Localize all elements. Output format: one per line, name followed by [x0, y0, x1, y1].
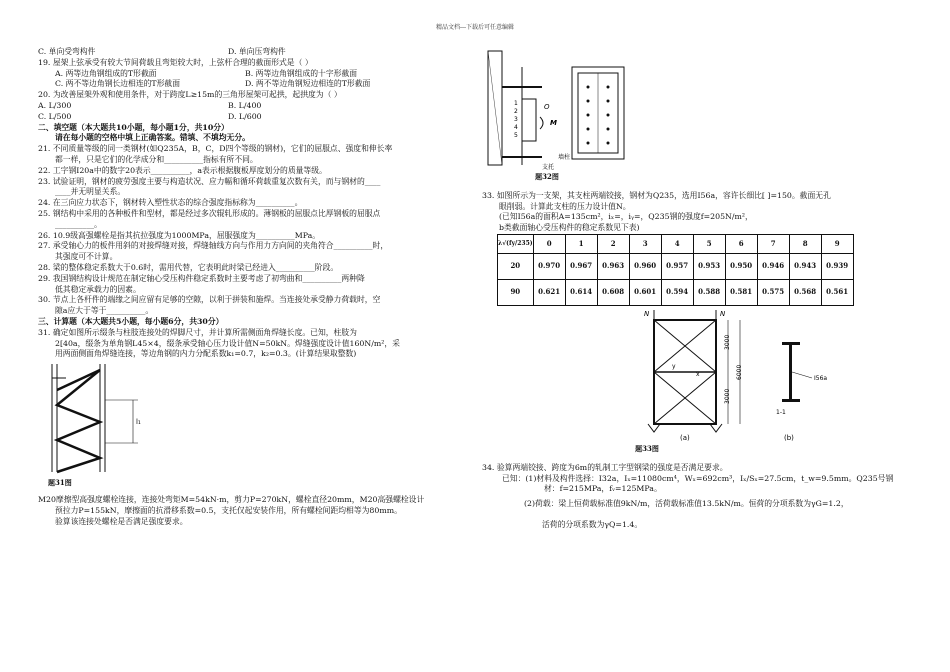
fill-line: 21. 不同质量等级的同一类钢材(如Q235A，B，C，D四个等级的钢材)，它们的屈服点、强度和伸长率 — [38, 144, 393, 154]
figure-32-caption: 题32图 — [535, 172, 559, 181]
table-cell: 0.953 — [693, 253, 725, 279]
wall-column-label: 墙柱 — [558, 154, 571, 161]
table-cell: 0.568 — [789, 279, 821, 305]
question-31-line: 31. 确定如图所示缀条与柱肢连接处的焊脚尺寸，并计算所需侧面角焊缝长度。已知，柱肢为 — [38, 327, 357, 337]
table-header-cell: 7 — [757, 234, 789, 253]
figure-33-caption: 题33图 — [635, 443, 659, 453]
table-header-cell: 6 — [725, 234, 757, 253]
question-32-line: M20摩擦型高强度螺栓连接，连接处弯矩M=54kN·m，剪力P=270kN，螺栓直径20mm，M20高强螺栓设计 — [38, 494, 425, 504]
table-cell: 0.581 — [725, 279, 757, 305]
question-34-line: (2)荷载：梁上恒荷载标准值9kN/m，活荷载标准值13.5kN/m。恒荷的分项系数为γG=1.2， — [524, 499, 849, 509]
dim-3000-top: 3000 — [724, 334, 731, 350]
section-2-instructions: 请在每小题的空格中填上正确答案。错填、不填均无分。 — [55, 133, 250, 143]
table-cell: 0.960 — [629, 253, 661, 279]
braced-frame-diagram — [482, 306, 922, 444]
fill-line: 低其稳定承载力的因素。 — [55, 284, 141, 294]
q20-option-b: B. L/400 — [228, 100, 262, 110]
fill-line: ____并无明显关系。 — [55, 187, 126, 197]
lacing-bar-diagram — [38, 360, 178, 478]
section-3-title: 三、计算题（本大题共5小题，每小题6分，共30分） — [38, 316, 224, 326]
question-32-line: 预拉力P=155kN，摩擦面的抗滑移系数=0.5，支托仅起安装作用，所有螺栓间距均相等为80mm。 — [55, 505, 402, 515]
q20-options-row1 — [38, 101, 468, 112]
q20-option-c: C. L/500 — [38, 111, 72, 121]
bolt-row-1: 1 — [514, 100, 518, 107]
section-cut-label: 1-1 — [776, 408, 786, 416]
figure-32 — [482, 47, 922, 172]
load-n-right: N — [720, 309, 726, 318]
question-33-line: b类截面轴心受压构件的稳定系数见下表) — [499, 223, 640, 233]
q19-option-c: C. 两不等边角钢长边相连的T形截面 — [55, 79, 180, 89]
table-cell: 90 — [498, 279, 534, 305]
fill-line: 隙a应大于等于__________。 — [55, 306, 154, 316]
axis-x-label: x — [696, 370, 700, 378]
pivot-label: O — [544, 103, 550, 111]
table-header-cell: 1 — [565, 234, 597, 253]
stability-coefficient-table — [497, 234, 854, 306]
question-32-line: 验算该连接处螺栓是否满足强度要求。 — [55, 516, 188, 526]
table-header-cell: 9 — [821, 234, 853, 253]
q18-option-c: C. 单向受弯构件 — [38, 47, 96, 56]
question-34-line: 活荷的分项系数为γQ=1.4。 — [542, 519, 643, 529]
load-n-left: N — [644, 309, 650, 318]
right-column — [482, 47, 922, 531]
figure-31 — [38, 360, 468, 478]
table-cell: 0.967 — [565, 253, 597, 279]
moment-label: M — [550, 119, 557, 127]
question-31-line: 用两面侧面角焊缝连接，等边角钢的内力分配系数k₁=0.7，k₂=0.3。(计算结果取整数) — [55, 349, 357, 359]
table-row — [498, 279, 854, 305]
table-cell: 0.963 — [597, 253, 629, 279]
table-header-cell: 5 — [693, 234, 725, 253]
q19-option-b: B. 两等边角钢组成的十字形截面 — [245, 68, 358, 78]
dim-3000-bottom: 3000 — [724, 388, 731, 404]
question-34-line: 34. 验算两端铰接、跨度为6m的轧制工字型钢梁的强度是否满足要求。 — [482, 462, 728, 472]
question-33-line: 眼削弱。计算此支柱的压力设计值N。 — [499, 201, 631, 211]
table-cell: 0.561 — [821, 279, 853, 305]
fill-line: 24. 在三向应力状态下，钢材转入塑性状态的综合强度指标称为__________。 — [38, 198, 303, 208]
question-33-line: (已知I56a的面积A=135cm²，iₓ=，iᵧ=，Q235钢的强度f=205N/m²， — [499, 212, 753, 222]
figure-33 — [482, 306, 922, 444]
table-header-cell: 8 — [789, 234, 821, 253]
q19-option-a: A. 两等边角钢组成的T形截面 — [55, 68, 157, 78]
axis-y-label: y — [672, 362, 676, 370]
bolt-row-4: 4 — [514, 124, 518, 131]
table-row — [498, 253, 854, 279]
fill-line: 都一样，只是它们的化学成分和__________指标有所不同。 — [55, 154, 258, 164]
question-19: 19. 屋架上弦承受有较大节间荷载且弯矩较大时，上弦杆合理的截面形式是（ ） — [38, 57, 313, 67]
table-cell: 20 — [498, 253, 534, 279]
q18-options — [38, 47, 468, 58]
q20-option-d: D. L/600 — [228, 111, 262, 121]
fill-line: 27. 承受轴心力的板件用斜的对接焊缝对接，焊缝轴线方向与作用力方向间的夹角符合__________时， — [38, 241, 389, 251]
bracket-label: 支托 — [542, 164, 555, 171]
table-cell: 0.946 — [757, 253, 789, 279]
q19-options-row2 — [38, 79, 468, 90]
table-header-row — [498, 234, 854, 253]
question-34-line: 已知：(1)材料及构件选择：I32a，Iₓ=11080cm⁴，Wₓ=692cm³，Iₓ/Sₓ=27.5cm，t_w=9.5mm。Q235号钢 — [502, 473, 894, 483]
subfigure-a-label: (a) — [680, 433, 690, 442]
subfigure-b-label: (b) — [784, 433, 794, 442]
fill-line: 29. 我国钢结构设计规范在制定轴心受压构件稳定系数时主要考虑了初弯曲和__________两种降 — [38, 273, 365, 283]
table-cell: 0.943 — [789, 253, 821, 279]
fill-line: 26. 10.9级高强螺栓是指其抗拉强度为1000MPa，屈服强度为__________MPa。 — [38, 230, 321, 240]
table-cell: 0.588 — [693, 279, 725, 305]
table-cell: 0.575 — [757, 279, 789, 305]
question-31-line: 2[40a，缀条为单角钢L45×4，缀条承受轴心压力设计值N=50kN。焊缝强度设计值160N/m²，采 — [55, 338, 400, 348]
table-cell: 0.608 — [597, 279, 629, 305]
section-label: I56a — [814, 374, 828, 382]
bolt-row-5: 5 — [514, 132, 518, 139]
fill-line: 23. 试验证明，钢材的疲劳强度主要与构造状况、应力幅和循环荷载重复次数有关，而与钢材的____ — [38, 176, 381, 186]
figure-31-caption: 题31图 — [48, 478, 72, 488]
q20-option-a: A. L/300 — [38, 100, 72, 110]
fill-line: 28. 梁的整体稳定系数大于0.6时，需用代替，它表明此时梁已经进入__________阶段。 — [38, 262, 339, 272]
table-cell: 0.594 — [661, 279, 693, 305]
bolt-row-3: 3 — [514, 116, 518, 123]
dim-6000: 6000 — [736, 364, 743, 380]
table-header-cell: 0 — [533, 234, 565, 253]
fill-line: 其强度可不计算。 — [55, 252, 118, 262]
table-header-cell: 4 — [661, 234, 693, 253]
table-cell: 0.601 — [629, 279, 661, 305]
table-cell: 0.939 — [821, 253, 853, 279]
table-cell: 0.957 — [661, 253, 693, 279]
table-corner-cell: λ√(fy/235) — [498, 234, 534, 253]
q18-option-d: D. 单向压弯构件 — [228, 47, 286, 56]
table-cell: 0.614 — [565, 279, 597, 305]
page-header: 精品文档---下载后可任意编辑 — [435, 24, 515, 31]
question-33-line: 33. 如图所示为一支架，其支柱两端铰接，钢材为Q235，选用I56a，容许长细比[ ]=150。截面无孔 — [482, 190, 831, 200]
fill-line: __________。 — [55, 219, 102, 229]
fill-line: 25. 钢结构中采用的各种板件和型材，都是经过多次辊轧形成的。薄钢板的屈服点比厚钢板的屈服点 — [38, 208, 381, 218]
table-cell: 0.950 — [725, 253, 757, 279]
table-cell: 0.621 — [533, 279, 565, 305]
fill-line: 22. 工字钢I20a中的数字20表示__________，a表示根据腹板厚度划分的质量等级。 — [38, 165, 327, 175]
bolted-bracket-diagram — [482, 47, 682, 172]
section-2-title: 二、填空题（本大题共10小题，每小题1分，共10分） — [38, 122, 229, 132]
fill-line: 30. 节点上各杆件的端缘之间应留有足够的空隙，以利于拼装和施焊。当连接处承受静力荷载时，空 — [38, 295, 381, 305]
bolt-row-2: 2 — [514, 108, 518, 115]
table-cell: 0.970 — [533, 253, 565, 279]
table-header-cell: 3 — [629, 234, 661, 253]
question-34-line: 材：f=215MPa，fᵥ=125MPa。 — [544, 484, 662, 494]
q19-options-row1 — [38, 69, 468, 80]
q19-option-d: D. 两不等边角钢短边相连的T形截面 — [245, 79, 371, 89]
question-20: 20. 为改善屋架外观和使用条件，对于跨度L≥15m的三角形屋架可起拱，起拱度为（ ） — [38, 90, 342, 100]
left-column — [38, 47, 468, 527]
table-header-cell: 2 — [597, 234, 629, 253]
q20-options-row2 — [38, 112, 468, 123]
fig31-dimension-label: l₁ — [136, 418, 141, 427]
